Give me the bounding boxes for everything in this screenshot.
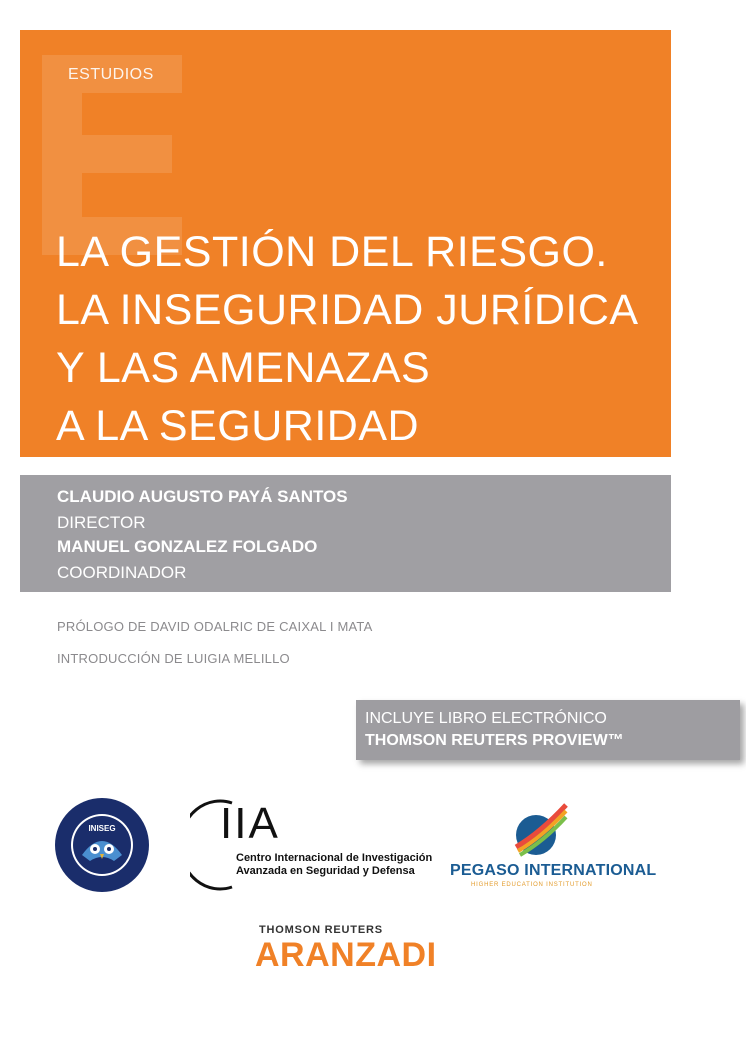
ebook-line-2: THOMSON REUTERS PROVIEW™ — [365, 732, 624, 749]
introduction-credit: INTRODUCCIÓN DE LUIGIA MELILLO — [57, 651, 290, 666]
ciia-line-2: Avanzada en Seguridad y Defensa — [236, 865, 415, 877]
title-line: LA GESTIÓN DEL RIESGO. — [56, 228, 608, 276]
pegaso-tagline: HIGHER EDUCATION INSTITUTION — [471, 882, 593, 888]
ebook-badge — [356, 700, 740, 760]
pegaso-emblem — [510, 803, 570, 859]
pegaso-wing-icon — [510, 803, 570, 859]
iniseg-abbr: INISEG — [88, 824, 116, 833]
series-label: ESTUDIOS — [68, 66, 154, 83]
pegaso-name: PEGASO INTERNATIONAL — [450, 862, 657, 879]
ciia-letters: IIA — [220, 799, 280, 848]
contributors-panel — [20, 475, 671, 592]
title-line: LA INSEGURIDAD JURÍDICA — [56, 286, 639, 334]
book-title — [56, 223, 639, 455]
ciia-line-1: Centro Internacional de Investigación — [236, 852, 433, 864]
coordinator-name: MANUEL GONZALEZ FOLGADO — [57, 537, 318, 556]
ciia-logo — [190, 797, 433, 893]
title-line: Y LAS AMENAZAS — [56, 344, 431, 392]
publisher-name: ARANZADI — [255, 936, 437, 974]
iniseg-owl-seal-icon — [54, 797, 150, 893]
director-role: DIRECTOR — [57, 513, 146, 532]
coordinator-role: COORDINADOR — [57, 563, 187, 582]
iniseg-logo — [54, 797, 150, 893]
title-panel — [20, 30, 671, 457]
prologue-credit: PRÓLOGO DE DAVID ODALRIC DE CAIXAL I MATA — [57, 619, 373, 634]
director-name: CLAUDIO AUGUSTO PAYÁ SANTOS — [57, 487, 348, 506]
ebook-line-1: INCLUYE LIBRO ELECTRÓNICO — [365, 710, 607, 727]
title-line: A LA SEGURIDAD — [56, 402, 420, 450]
publisher-parent: THOMSON REUTERS — [259, 924, 383, 936]
